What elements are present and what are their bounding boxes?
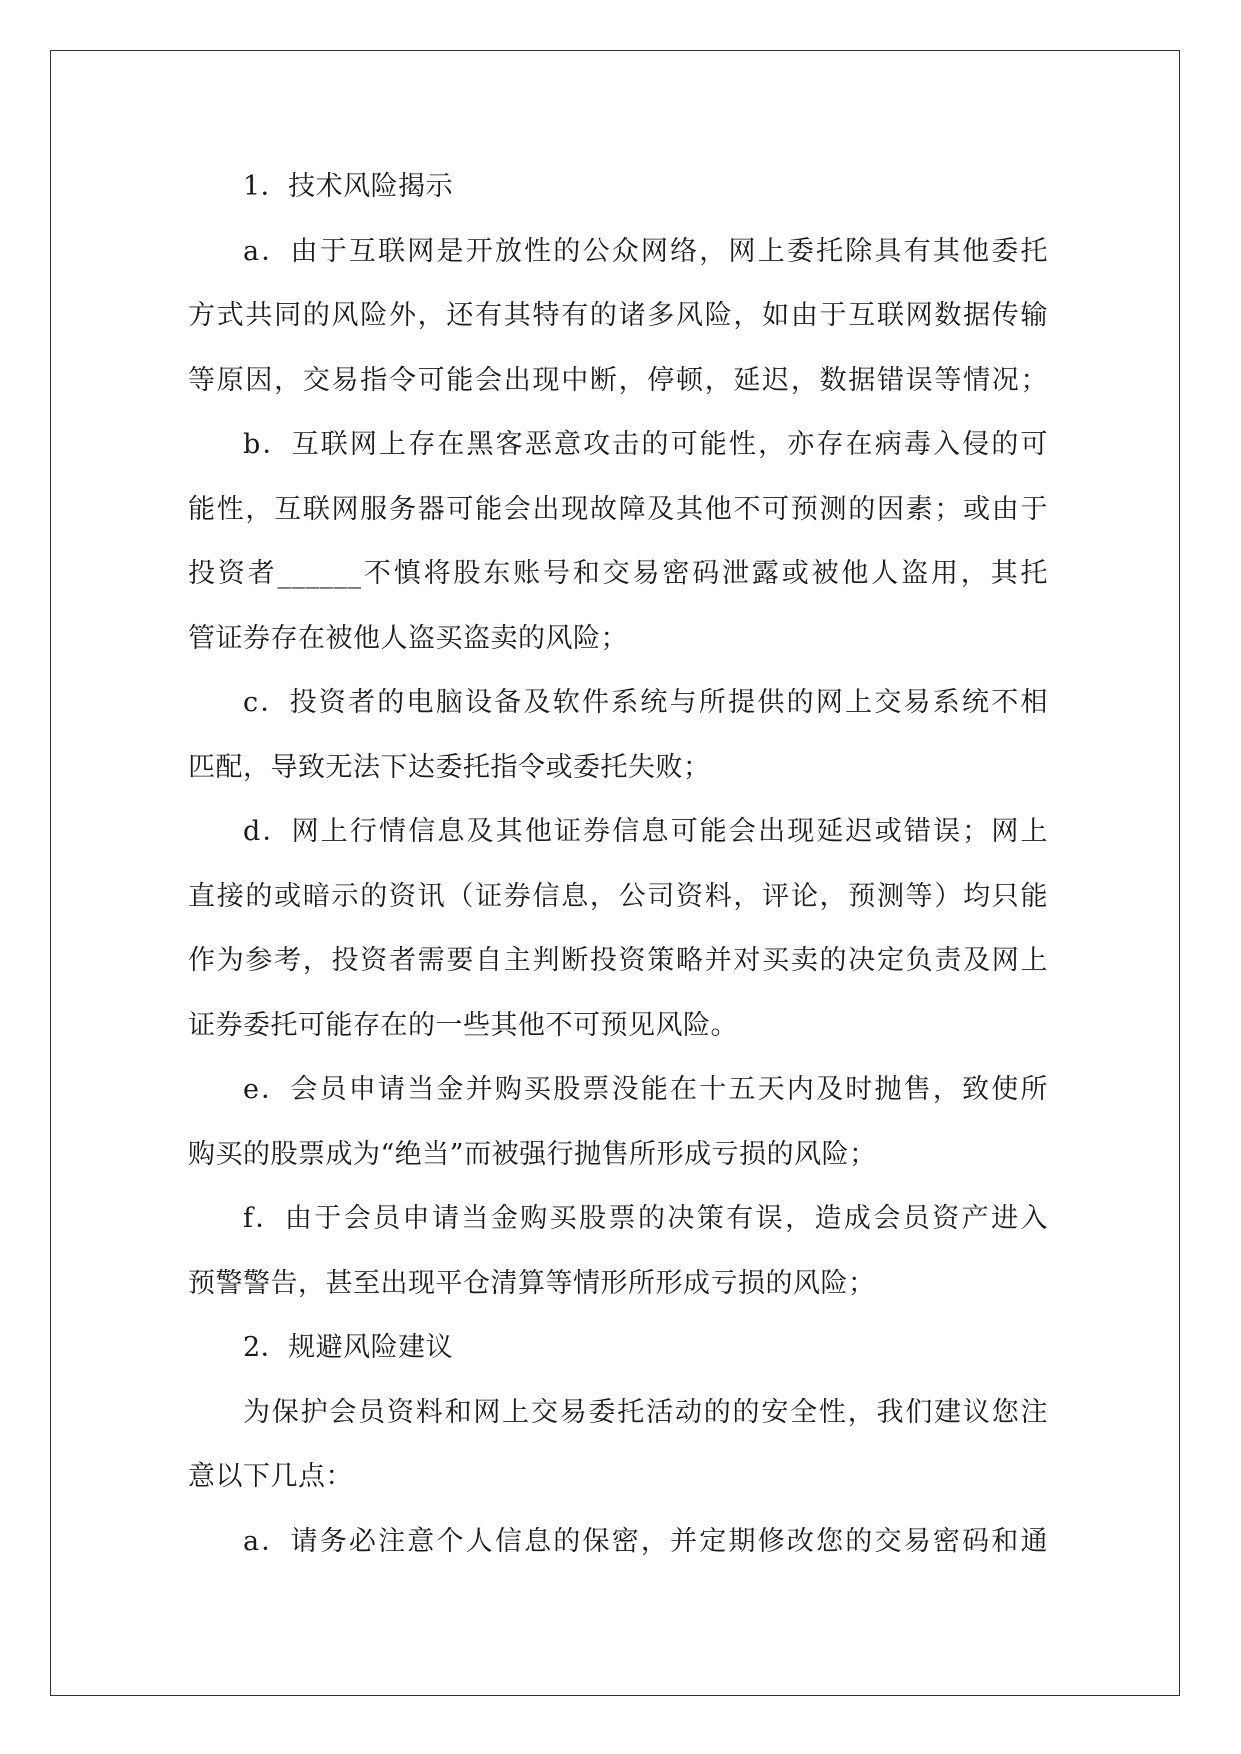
text-line: 投资者______不慎将股东账号和交易密码泄露或被他人盗用，其托	[188, 558, 1048, 589]
text-line: 购买的股票成为“绝当”而被强行抛售所形成亏损的风险；	[188, 1138, 877, 1170]
text-line: a．由于互联网是开放性的公众网络，网上委托除具有其他委托	[243, 235, 1048, 267]
text-line: 匹配，导致无法下达委托指令或委托失败；	[188, 751, 711, 783]
document-body	[188, 155, 1048, 1574]
text-line: 意以下几点：	[188, 1461, 353, 1492]
text-line: 为保护会员资料和网上交易委托活动的的安全性，我们建议您注	[243, 1396, 1048, 1428]
text-line: 1．技术风险揭示	[243, 171, 454, 202]
text-line: a．请务必注意个人信息的保密，并定期修改您的交易密码和通	[243, 1525, 1048, 1557]
text-line: 证券委托可能存在的一些其他不可预见风险。	[188, 1009, 738, 1041]
text-line: 直接的或暗示的资讯（证券信息，公司资料，评论，预测等）均只能	[188, 880, 1048, 912]
text-line: c．投资者的电脑设备及软件系统与所提供的网上交易系统不相	[243, 687, 1048, 718]
text-line: 等原因，交易指令可能会出现中断，停顿，延迟，数据错误等情况；	[188, 364, 1048, 396]
text-line: 方式共同的风险外，还有其特有的诸多风险，如由于互联网数据传输	[188, 300, 1048, 331]
text-line: 作为参考，投资者需要自主判断投资策略并对买卖的决定负责及网上	[188, 945, 1048, 976]
text-line: 管证券存在被他人盗买盗卖的风险；	[188, 622, 628, 654]
text-line: 能性，互联网服务器可能会出现故障及其他不可预测的因素；或由于	[188, 493, 1048, 525]
text-line: f．由于会员申请当金购买股票的决策有误，造成会员资产进入	[243, 1203, 1048, 1234]
text-line: 预警警告，甚至出现平仓清算等情形所形成亏损的风险；	[188, 1267, 876, 1299]
text-line: d．网上行情信息及其他证券信息可能会出现延迟或错误；网上	[243, 816, 1048, 847]
text-line: b．互联网上存在黑客恶意攻击的可能性，亦存在病毒入侵的可	[243, 429, 1048, 460]
text-line: e．会员申请当金并购买股票没能在十五天内及时抛售，致使所	[243, 1074, 1048, 1105]
text-line: 2．规避风险建议	[243, 1332, 454, 1363]
